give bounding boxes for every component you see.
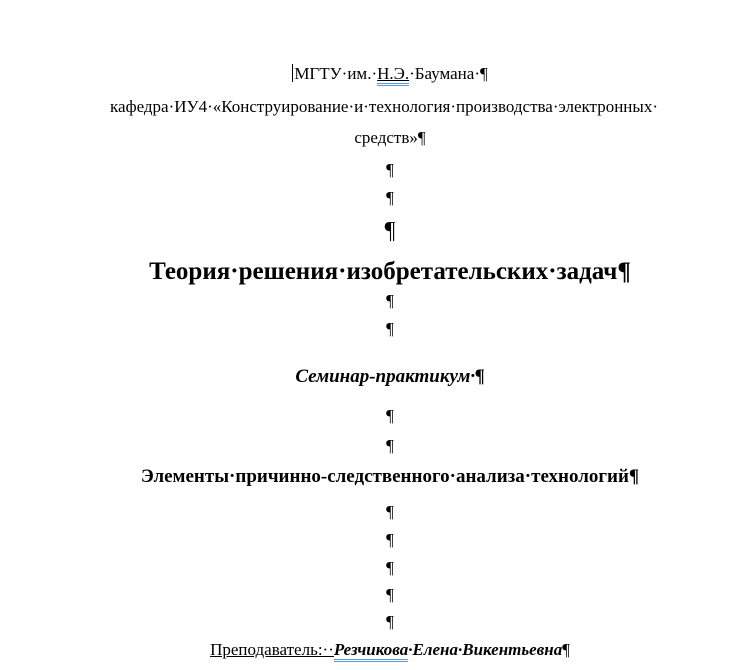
initials: Н.Э. <box>377 64 409 86</box>
empty-paragraph: ¶ <box>386 585 394 604</box>
seminar-subtitle: Семинар-практикум·¶ <box>295 366 485 387</box>
empty-paragraph: ¶ <box>386 188 394 207</box>
empty-paragraph: ¶ <box>386 291 394 310</box>
topic-title: Элементы·причинно-следственного·анализа·технологий¶ <box>140 466 640 487</box>
empty-paragraph: ¶ <box>386 558 394 577</box>
empty-paragraph: ¶ <box>386 436 394 455</box>
empty-paragraph: ¶ <box>384 218 396 244</box>
teacher-label: Преподаватель:·· <box>210 640 334 659</box>
empty-paragraph: ¶ <box>386 502 394 521</box>
empty-paragraph: ¶ <box>386 406 394 425</box>
teacher-line: Преподаватель:··Резчикова·Елена·Викентьевна¶ <box>0 640 737 660</box>
empty-paragraph: ¶ <box>386 530 394 549</box>
department-line-1: кафедра·ИУ4·«Конструирование·и·технология·производства·электронных· <box>110 97 658 116</box>
university-line: МГТУ·им.·Н.Э.·Баумана·¶ <box>0 64 737 84</box>
empty-paragraph: ¶ <box>386 160 394 179</box>
teacher-surname: Резчикова <box>334 640 408 662</box>
teacher-given-names: ·Елена·Викентьевна <box>408 640 563 659</box>
empty-paragraph: ¶ <box>386 319 394 338</box>
course-title: Теория·решения·изобретательских·задач¶ <box>149 258 631 285</box>
empty-paragraph: ¶ <box>386 612 394 631</box>
department-line-2: средств»¶ <box>354 128 426 147</box>
